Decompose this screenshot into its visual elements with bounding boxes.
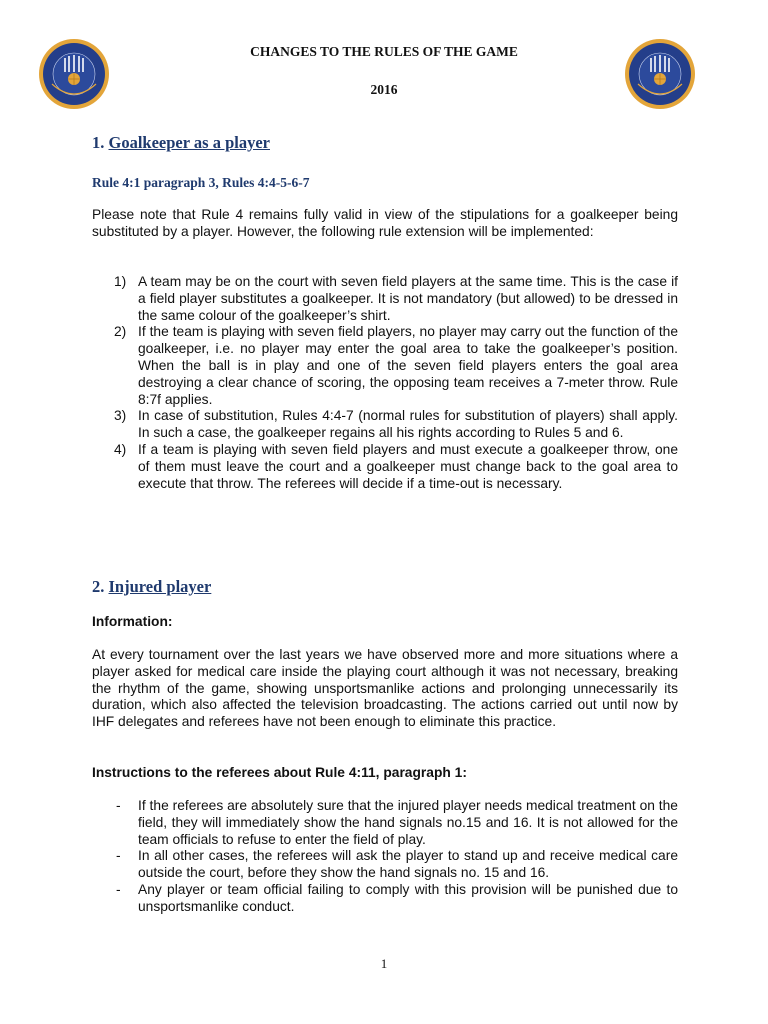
section-1-intro: Please note that Rule 4 remains fully valid in view of the stipulations for a goalkeeper being substituted by a player. However, the following rule extension will be implemented:	[92, 207, 678, 239]
list-item	[92, 274, 678, 324]
section-2-number: 2.	[92, 577, 105, 596]
section-1-subheading: Rule 4:1 paragraph 3, Rules 4:4-5-6-7	[92, 175, 310, 190]
list-item-text: Any player or team official failing to comply with this provision will be punished due to unsportsmanlike conduct.	[138, 881, 678, 914]
list-item-text: If a team is playing with seven field players and must execute a goalkeeper throw, one of them must leave the court and a goalkeeper must change back to the goal area to execute that throw. The referees will decide if a time-out is necessary.	[138, 441, 678, 491]
list-item	[92, 408, 678, 442]
list-item-number: 4)	[114, 441, 127, 457]
list-item	[92, 882, 678, 916]
list-item	[92, 324, 678, 408]
page-number: 1	[380, 956, 388, 971]
instructions-label: Instructions to the referees about Rule 4:11, paragraph 1:	[92, 765, 467, 780]
list-item-number: 3)	[114, 408, 127, 424]
document-title: CHANGES TO THE RULES OF THE GAME	[250, 44, 518, 59]
list-item-bullet: -	[116, 881, 121, 897]
list-item-bullet: -	[116, 798, 121, 813]
section-1-list	[92, 274, 678, 492]
section-1-title: Goalkeeper as a player	[108, 133, 270, 152]
list-item-text: If the team is playing with seven field players, no player may carry out the function of the goalkeeper, i.e. no player may enter the goal area to take the goalkeeper’s position. When the ball is in play and one of the seven field players enters the goal area destroying a clear chance of scoring, the opposing team receives a 7-meter throw. Rule 8:7f applies.	[138, 324, 678, 407]
list-item-number: 1)	[114, 274, 127, 289]
document-year: 2016	[370, 82, 398, 97]
list-item	[92, 848, 678, 882]
information-label: Information:	[92, 614, 173, 629]
list-item-bullet: -	[116, 848, 121, 864]
list-item-number: 2)	[114, 324, 127, 340]
list-item-text: In case of substitution, Rules 4:4-7 (normal rules for substitution of players) shall apply. In such a case, the goalkeeper regains all his rights according to Rules 5 and 6.	[138, 408, 678, 441]
section-1-heading	[92, 133, 270, 153]
list-item-text: In all other cases, the referees will ask the player to stand up and receive medical care outside the court, before they show the hand signals no. 15 and 16.	[138, 848, 678, 881]
section-2-heading	[92, 577, 211, 597]
list-item	[92, 798, 678, 848]
section-2-list	[92, 798, 678, 916]
section-2-title: Injured player	[108, 577, 212, 596]
section-1-number: 1.	[92, 133, 105, 152]
list-item-text: A team may be on the court with seven field players at the same time. This is the case if a field player substitutes a goalkeeper. It is not mandatory (but allowed) to be dressed in the same colour of the goalkeeper’s shirt.	[138, 274, 678, 323]
information-text: At every tournament over the last years we have observed more and more situations where a player asked for medical care inside the playing court although it was not necessary, breaking the rhythm of the game, showing unsportsmanlike actions and prolonging unnecessarily its duration, which also affected the television broadcasting. The actions carried out until now by IHF delegates and referees have not been enough to eliminate this practice.	[92, 647, 678, 730]
list-item	[92, 442, 678, 492]
list-item-text: If the referees are absolutely sure that the injured player needs medical treatment on the field, they will immediately show the hand signals no.15 and 16. It is not allowed for the team officials to refuse to enter the field of play.	[138, 798, 678, 847]
